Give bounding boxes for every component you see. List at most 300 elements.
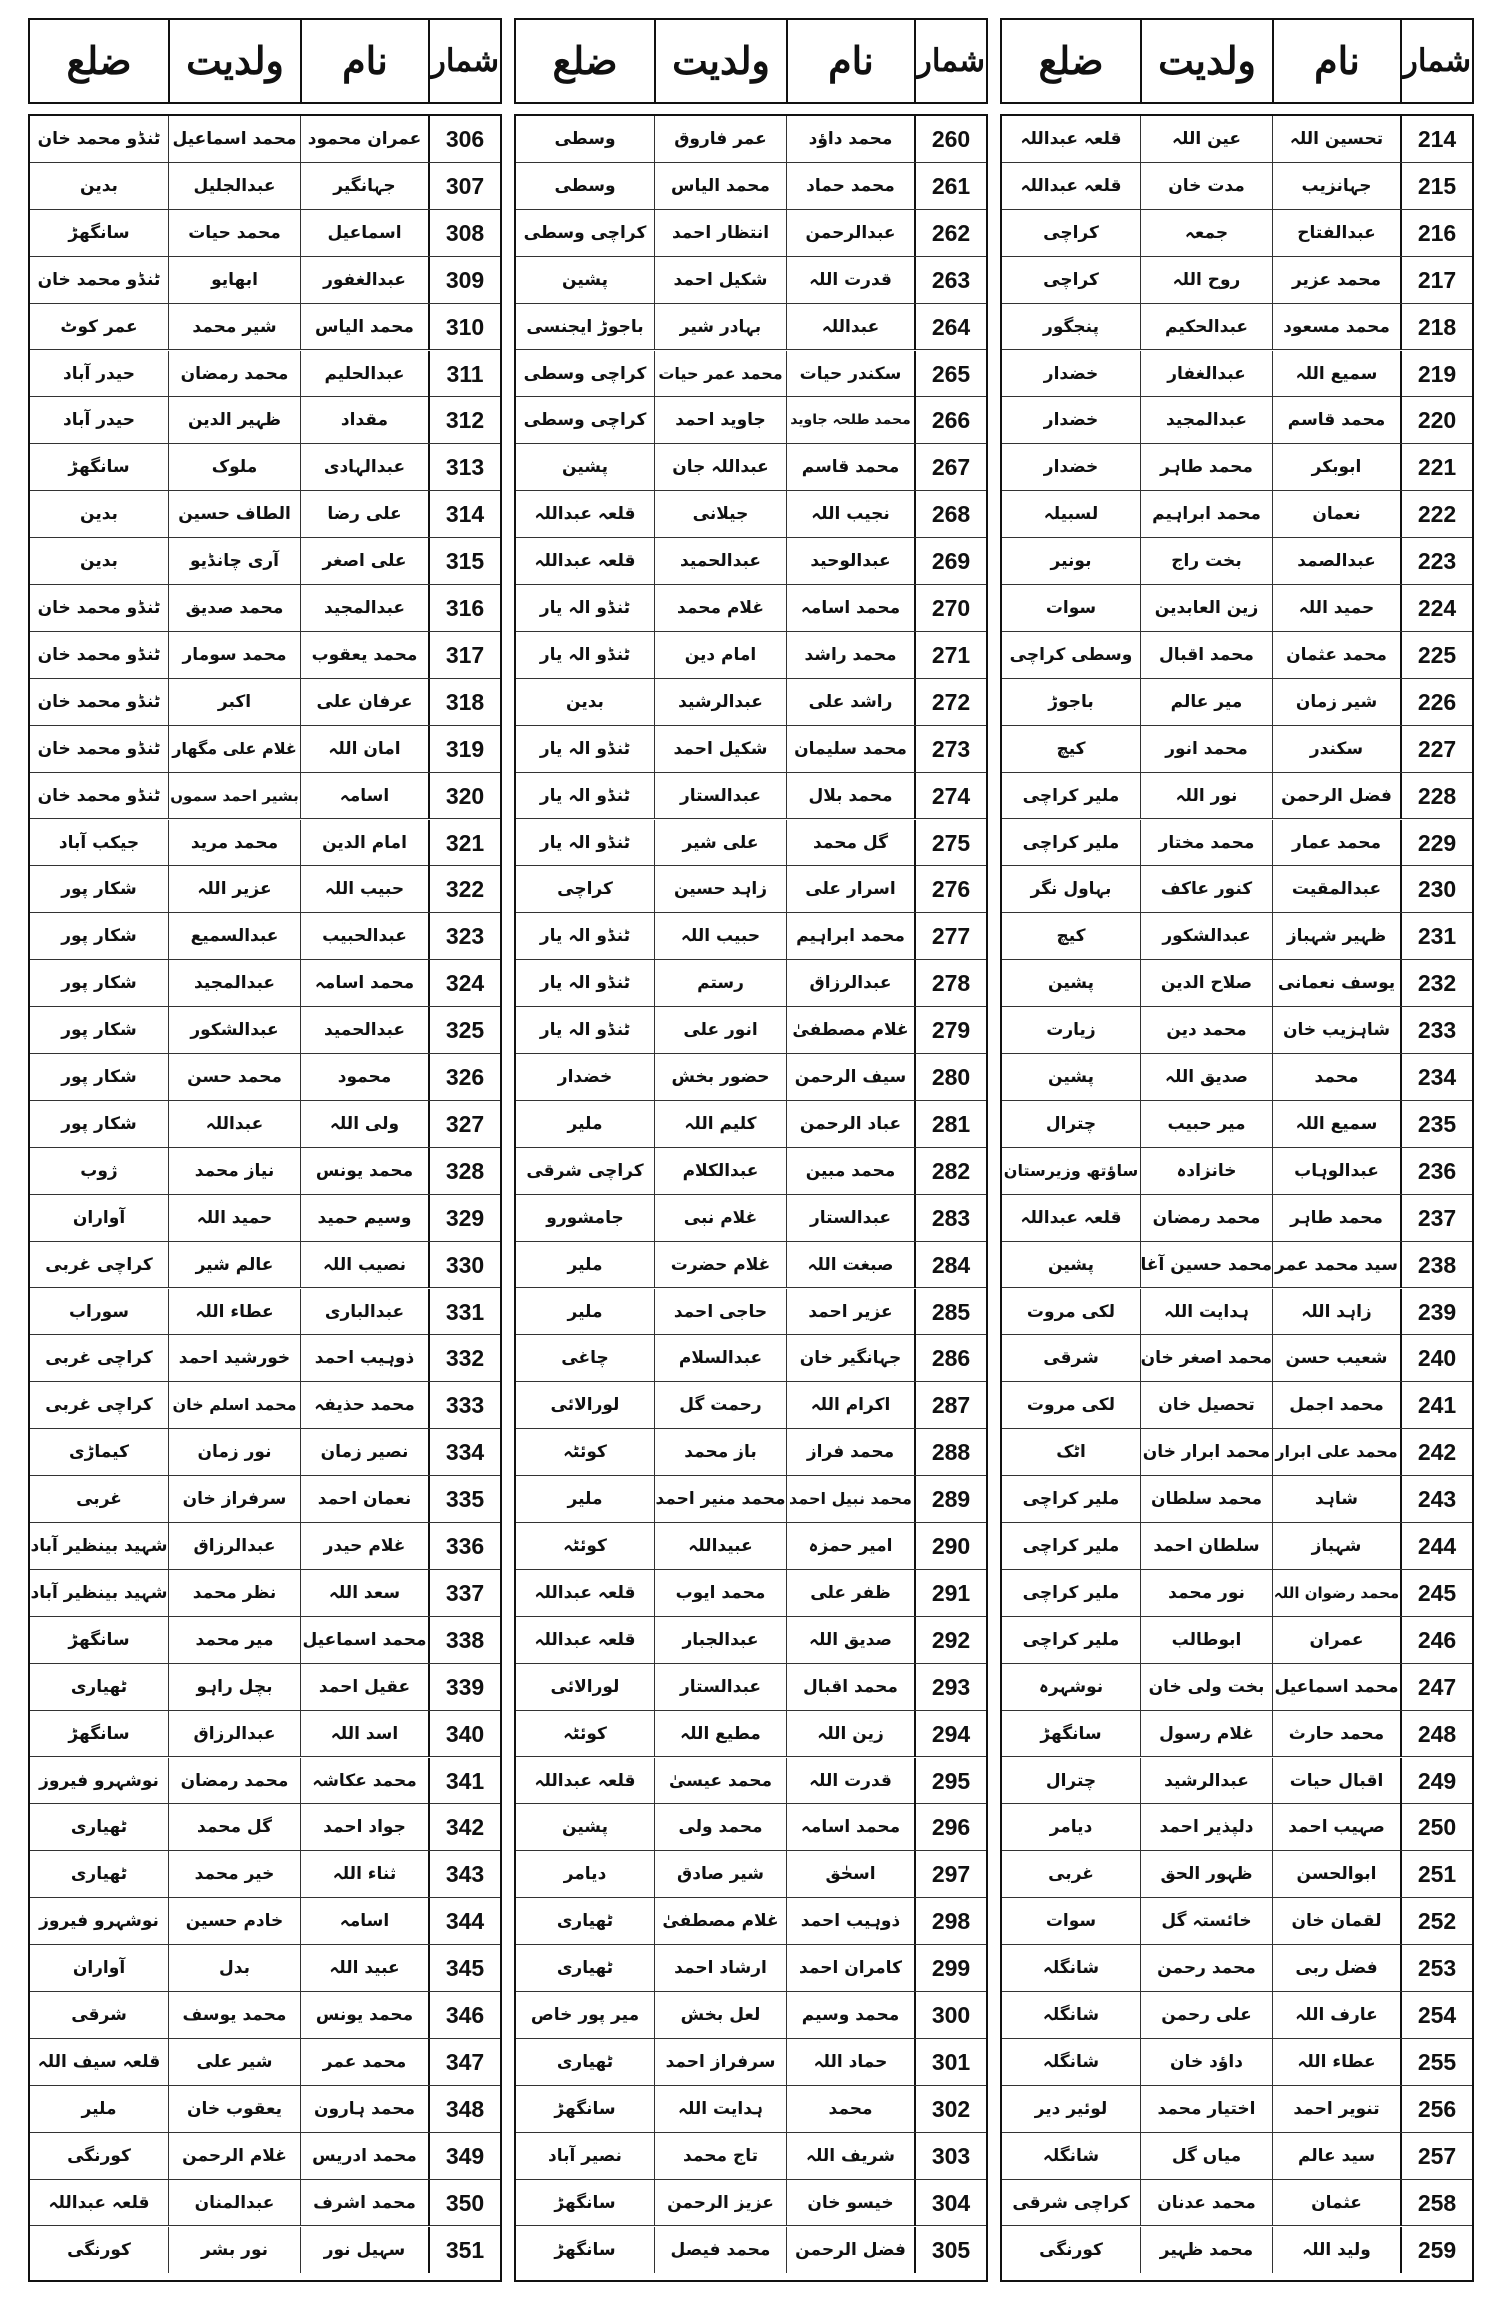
serial-number-cell: 268	[914, 491, 986, 537]
district-cell: ٹنڈو محمد خان	[37, 691, 161, 712]
table-body	[28, 114, 502, 2282]
name-cell: تنویر احمد	[1272, 2086, 1400, 2132]
serial-number-cell: 336	[428, 1523, 500, 1569]
district-cell: بدین	[80, 175, 118, 196]
table-row	[516, 1711, 986, 1758]
table-row	[30, 1476, 500, 1523]
district-cell: ٹھیاری	[556, 1911, 614, 1932]
district-cell: شہید بینظیر آباد	[30, 1536, 168, 1556]
name-cell: عبدالحبیب	[300, 913, 428, 959]
serial-number-cell: 312	[428, 397, 500, 443]
father-name-cell: امام دین	[654, 632, 786, 678]
serial-number-cell: 236	[1400, 1148, 1472, 1194]
table-row	[30, 1523, 500, 1570]
father-name-cell: بخت ولی خان	[1140, 1664, 1272, 1710]
table-row	[516, 1007, 986, 1054]
table-row	[516, 866, 986, 913]
serial-number-cell: 245	[1400, 1570, 1472, 1616]
serial-number-cell: 301	[914, 2039, 986, 2085]
name-cell: فضل ربی	[1272, 1945, 1400, 1991]
serial-number-cell: 264	[914, 304, 986, 350]
father-name-cell: مدت خان	[1140, 163, 1272, 209]
table-row	[516, 351, 986, 398]
father-name-cell: خائستہ گل	[1140, 1898, 1272, 1944]
table-row	[30, 1195, 500, 1242]
district-cell: بدین	[80, 551, 118, 572]
district-cell: قلعہ عبداللہ	[534, 504, 636, 525]
table-row	[516, 2227, 986, 2274]
serial-number-cell: 234	[1400, 1054, 1472, 1100]
district-cell: لسبیلہ	[1043, 504, 1099, 525]
serial-number-cell: 344	[428, 1898, 500, 1944]
table-row	[1002, 866, 1472, 913]
table-row	[1002, 820, 1472, 867]
name-cell: محمد ابراہیم	[786, 913, 914, 959]
serial-number-cell: 214	[1400, 116, 1472, 162]
table-row	[516, 1851, 986, 1898]
district-cell: ملیر	[567, 1301, 603, 1322]
district-cell: حیدر آباد	[62, 363, 136, 384]
father-name-cell: محمد الیاس	[654, 163, 786, 209]
serial-number-cell: 290	[914, 1523, 986, 1569]
table-row	[516, 304, 986, 351]
table-row	[1002, 913, 1472, 960]
district-cell: ژوب	[80, 1160, 118, 1181]
table-row	[30, 1758, 500, 1805]
father-name-cell: محمد حیات	[168, 210, 300, 256]
father-name-cell: رستم	[654, 960, 786, 1006]
table-row	[30, 960, 500, 1007]
father-name-cell: آری چانڈیو	[168, 538, 300, 584]
table-row	[1002, 1195, 1472, 1242]
district-cell: سانگھڑ	[554, 2239, 616, 2260]
father-name-cell: میر محمد	[168, 1617, 300, 1663]
serial-number-cell: 278	[914, 960, 986, 1006]
district-cell: ٹنڈو محمد خان	[37, 598, 161, 618]
district-cell: سانگھڑ	[1040, 1723, 1102, 1744]
father-name-cell: محمد ابرار خان	[1140, 1429, 1272, 1475]
table-row	[30, 538, 500, 585]
name-cell: شہباز	[1272, 1523, 1400, 1569]
table-row	[1002, 585, 1472, 632]
name-cell: محمد اسماعیل	[1272, 1664, 1400, 1710]
table-row	[30, 2086, 500, 2133]
table-row	[1002, 1289, 1472, 1336]
serial-number-cell: 216	[1400, 210, 1472, 256]
serial-number-cell: 226	[1400, 679, 1472, 725]
father-name-cell: انور علی	[654, 1007, 786, 1053]
name-cell: حمید اللہ	[1272, 585, 1400, 631]
table-row	[516, 2086, 986, 2133]
district-cell: خضدار	[1043, 363, 1099, 384]
table-row	[30, 820, 500, 867]
serial-number-cell: 317	[428, 632, 500, 678]
name-cell: ثناء اللہ	[300, 1851, 428, 1897]
name-cell: اسامہ	[300, 773, 428, 819]
father-name-cell: اکبر	[168, 679, 300, 725]
district-cell: ٹنڈو الہ یار	[539, 973, 631, 994]
table-row	[516, 913, 986, 960]
district-cell: ٹنڈو محمد خان	[37, 644, 161, 665]
district-cell: اٹک	[1056, 1442, 1086, 1463]
name-cell: ذوہیب احمد	[300, 1335, 428, 1381]
district-cell: سانگھڑ	[68, 1723, 130, 1744]
father-name-cell: داؤد خان	[1140, 2039, 1272, 2085]
name-cell: صبغت اللہ	[786, 1242, 914, 1288]
table-row	[1002, 2133, 1472, 2180]
serial-number-cell: 322	[428, 866, 500, 912]
name-cell: ظہیر شہباز	[1272, 913, 1400, 959]
table-header	[514, 18, 988, 104]
father-name-cell: عبدالشکور	[168, 1007, 300, 1053]
table-row	[1002, 1148, 1472, 1195]
name-cell: عزیر احمد	[786, 1289, 914, 1335]
serial-number-cell: 321	[428, 820, 500, 866]
table-row	[30, 1711, 500, 1758]
table-row	[30, 866, 500, 913]
father-name-cell: محمد اصغر خان	[1140, 1335, 1272, 1381]
father-name-cell: محمد انور	[1140, 726, 1272, 772]
serial-number-cell: 305	[914, 2227, 986, 2273]
district-cell: ساؤتھ وزیرستان	[1003, 1160, 1139, 1180]
district-cell: زیارت	[1046, 1020, 1096, 1041]
name-cell: محمود	[300, 1054, 428, 1100]
name-cell: قدرت اللہ	[786, 257, 914, 303]
district-cell: ٹنڈو محمد خان	[37, 738, 161, 759]
serial-number-cell: 285	[914, 1289, 986, 1335]
name-cell: اسحٰق	[786, 1851, 914, 1897]
district-cell: چاغی	[561, 1348, 609, 1369]
serial-number-cell: 233	[1400, 1007, 1472, 1053]
table-row	[1002, 2086, 1472, 2133]
table-row	[30, 1054, 500, 1101]
father-name-cell: شیر محمد	[168, 304, 300, 350]
serial-number-cell: 242	[1400, 1429, 1472, 1475]
serial-number-cell: 307	[428, 163, 500, 209]
table-row	[516, 491, 986, 538]
serial-number-cell: 260	[914, 116, 986, 162]
father-name-cell: عزیر اللہ	[168, 866, 300, 912]
name-cell: عبدالباری	[300, 1289, 428, 1335]
father-name-cell: محمد دین	[1140, 1007, 1272, 1053]
father-name-cell: زین العابدین	[1140, 585, 1272, 631]
district-cell: ٹھیاری	[556, 1958, 614, 1979]
name-cell: ولید اللہ	[1272, 2227, 1400, 2273]
father-name-cell: عبدالرشید	[654, 679, 786, 725]
name-cell: خیسو خان	[786, 2180, 914, 2226]
district-cell: میر پور خاص	[530, 2005, 640, 2025]
name-cell: شعیب حسن	[1272, 1335, 1400, 1381]
district-cell: شکار پور	[61, 1113, 137, 1134]
table-row	[516, 1289, 986, 1336]
table-row	[516, 257, 986, 304]
name-cell: محمد حماد	[786, 163, 914, 209]
father-name-cell: کلیم اللہ	[654, 1101, 786, 1147]
district-cell: شرقی	[71, 2005, 127, 2025]
name-cell: نجیب اللہ	[786, 491, 914, 537]
serial-number-cell: 331	[428, 1289, 500, 1335]
name-cell: محمد نبیل احمد	[786, 1476, 914, 1522]
name-cell: شاہزیب خان	[1272, 1007, 1400, 1053]
district-cell: کیچ	[1056, 738, 1086, 759]
name-cell: محمد قاسم	[786, 444, 914, 490]
father-name-cell: نور اللہ	[1140, 773, 1272, 819]
table-row	[30, 1007, 500, 1054]
father-name-cell: ارشاد احمد	[654, 1945, 786, 1991]
name-cell: محمد فراز	[786, 1429, 914, 1475]
name-cell: جہانگیر خان	[786, 1335, 914, 1381]
table-row	[516, 1335, 986, 1382]
father-name-cell: محمد رمضان	[168, 1758, 300, 1804]
district-cell: شانگلہ	[1042, 2005, 1100, 2025]
name-cell: عرفان علی	[300, 679, 428, 725]
name-cell: صہیب احمد	[1272, 1804, 1400, 1850]
serial-number-cell: 316	[428, 585, 500, 631]
district-cell: کورنگی	[67, 2145, 131, 2166]
name-cell: سکندر حیات	[786, 351, 914, 397]
district-cell: سانگھڑ	[554, 2192, 616, 2213]
serial-number-cell: 252	[1400, 1898, 1472, 1944]
table-row	[30, 679, 500, 726]
district-cell: قلعہ عبداللہ	[534, 1582, 636, 1603]
name-cell: غلام حیدر	[300, 1523, 428, 1569]
district-cell: شکار پور	[61, 1067, 137, 1087]
district-cell: قلعہ سیف اللہ	[37, 2051, 161, 2072]
serial-number-cell: 262	[914, 210, 986, 256]
table-row	[1002, 1382, 1472, 1429]
father-name-cell: ملوک	[168, 444, 300, 490]
father-name-cell: خورشید احمد	[168, 1335, 300, 1381]
father-name-cell: لعل بخش	[654, 1992, 786, 2038]
name-cell: شیر زمان	[1272, 679, 1400, 725]
district-cell: نوشہرو فیروز	[39, 1911, 159, 1932]
district-cell: بہاول نگر	[1030, 879, 1112, 900]
district-cell: جیکب آباد	[58, 832, 140, 853]
table-row	[1002, 1523, 1472, 1570]
name-cell: محمد عمر	[300, 2039, 428, 2085]
father-name-cell: غلام محمد	[654, 585, 786, 631]
table-row	[1002, 1992, 1472, 2039]
serial-number-cell: 246	[1400, 1617, 1472, 1663]
name-cell: عطاء اللہ	[1272, 2039, 1400, 2085]
serial-number-cell: 346	[428, 1992, 500, 2038]
name-cell: قدرت اللہ	[786, 1758, 914, 1804]
district-cell: ملیر کراچی	[1022, 832, 1120, 853]
district-cell: نصیر آباد	[548, 2145, 622, 2166]
serial-number-cell: 313	[428, 444, 500, 490]
father-name-cell: غلام علی مگھار	[168, 726, 300, 772]
district-cell: قلعہ عبداللہ	[1020, 175, 1122, 196]
table-row	[1002, 960, 1472, 1007]
serial-number-cell: 345	[428, 1945, 500, 1991]
name-cell: عبدالوہاب	[1272, 1148, 1400, 1194]
table-row	[1002, 163, 1472, 210]
table-row	[1002, 1007, 1472, 1054]
serial-number-cell: 276	[914, 866, 986, 912]
serial-number-cell: 220	[1400, 397, 1472, 443]
serial-number-cell: 320	[428, 773, 500, 819]
serial-number-cell: 306	[428, 116, 500, 162]
serial-number-cell: 332	[428, 1335, 500, 1381]
name-cell: سمیع اللہ	[1272, 1101, 1400, 1147]
name-cell: محمد حارث	[1272, 1711, 1400, 1757]
district-cell: ملیر	[567, 1489, 603, 1510]
father-name-cell: عین اللہ	[1140, 116, 1272, 162]
district-cell: لورالائی	[550, 1395, 620, 1416]
table-row	[30, 210, 500, 257]
table-row	[516, 773, 986, 820]
serial-number-cell: 315	[428, 538, 500, 584]
district-cell: جامشورو	[546, 1207, 624, 1228]
table-header	[28, 18, 502, 104]
father-name-cell: عبدالرزاق	[168, 1711, 300, 1757]
district-cell: خضدار	[557, 1067, 613, 1087]
serial-number-cell: 240	[1400, 1335, 1472, 1381]
serial-number-cell: 349	[428, 2133, 500, 2179]
father-name-cell: غلام مصطفیٰ	[654, 1898, 786, 1944]
district-cell: ملیر کراچی	[1022, 1489, 1120, 1510]
district-cell: کورنگی	[1039, 2239, 1103, 2260]
name-cell: عبدالصمد	[1272, 538, 1400, 584]
table-row	[30, 257, 500, 304]
district-cell: دیامر	[1049, 1817, 1093, 1838]
father-name-cell: محمد مختار	[1140, 820, 1272, 866]
father-name-cell: شکیل احمد	[654, 257, 786, 303]
table-row	[30, 351, 500, 398]
name-cell: نعمان	[1272, 491, 1400, 537]
district-cell: نوشہرو فیروز	[39, 1770, 159, 1791]
serial-number-cell: 238	[1400, 1242, 1472, 1288]
table-row	[30, 1382, 500, 1429]
table-row	[516, 1476, 986, 1523]
table-row	[516, 2180, 986, 2227]
name-cell: سید عالم	[1272, 2133, 1400, 2179]
serial-number-cell: 235	[1400, 1101, 1472, 1147]
name-cell: محمد راشد	[786, 632, 914, 678]
header-father: ولدیت	[168, 20, 300, 102]
father-name-cell: عبدالمجید	[168, 960, 300, 1006]
district-cell: عمر کوٹ	[60, 316, 138, 337]
header-district: ضلع	[66, 38, 132, 83]
name-cell: اسرار علی	[786, 866, 914, 912]
serial-number-cell: 280	[914, 1054, 986, 1100]
serial-number-cell: 263	[914, 257, 986, 303]
serial-number-cell: 254	[1400, 1992, 1472, 2038]
name-cell: ابوالحسن	[1272, 1851, 1400, 1897]
name-cell: محمد اسامہ	[300, 960, 428, 1006]
table-row	[1002, 1664, 1472, 1711]
father-name-cell: سلطان احمد	[1140, 1523, 1272, 1569]
serial-number-cell: 303	[914, 2133, 986, 2179]
father-name-cell: اختیار محمد	[1140, 2086, 1272, 2132]
serial-number-cell: 281	[914, 1101, 986, 1147]
table-row	[1002, 351, 1472, 398]
serial-number-cell: 333	[428, 1382, 500, 1428]
father-name-cell: شیر صادق	[654, 1851, 786, 1897]
district-cell: ملیر کراچی	[1022, 785, 1120, 806]
serial-number-cell: 334	[428, 1429, 500, 1475]
serial-number-cell: 302	[914, 2086, 986, 2132]
district-cell: ملیر کراچی	[1022, 1536, 1120, 1556]
serial-number-cell: 232	[1400, 960, 1472, 1006]
name-cell: عارف اللہ	[1272, 1992, 1400, 2038]
name-cell: جواد احمد	[300, 1804, 428, 1850]
district-cell: قلعہ عبداللہ	[1020, 1207, 1122, 1228]
serial-number-cell: 348	[428, 2086, 500, 2132]
name-cell: محمد عثمان	[1272, 632, 1400, 678]
table-row	[1002, 679, 1472, 726]
district-cell: ٹنڈو الہ یار	[539, 1020, 631, 1041]
serial-number-cell: 309	[428, 257, 500, 303]
name-cell: محمد داؤد	[786, 116, 914, 162]
name-cell: محمد عزیر	[1272, 257, 1400, 303]
district-cell: ملیر کراچی	[1022, 1582, 1120, 1603]
father-name-cell: عبدالکلام	[654, 1148, 786, 1194]
serial-number-cell: 283	[914, 1195, 986, 1241]
father-name-cell: غلام رسول	[1140, 1711, 1272, 1757]
district-cell: لکی مروت	[1026, 1301, 1116, 1322]
district-cell: کراچی	[557, 879, 613, 900]
table-row	[516, 1523, 986, 1570]
table-row	[516, 538, 986, 585]
serial-number-cell: 297	[914, 1851, 986, 1897]
father-name-cell: عبدالمنان	[168, 2180, 300, 2226]
serial-number-cell: 272	[914, 679, 986, 725]
father-name-cell: الطاف حسین	[168, 491, 300, 537]
name-cell: محمد علی ابرار	[1272, 1429, 1400, 1475]
table-row	[30, 116, 500, 163]
father-name-cell: محمد صدیق	[168, 585, 300, 631]
serial-number-cell: 339	[428, 1664, 500, 1710]
name-cell: سکندر	[1272, 726, 1400, 772]
table-row	[1002, 1054, 1472, 1101]
serial-number-cell: 293	[914, 1664, 986, 1710]
father-name-cell: عبدالسلام	[654, 1335, 786, 1381]
father-name-cell: حبیب اللہ	[654, 913, 786, 959]
name-cell: زاہد اللہ	[1272, 1289, 1400, 1335]
name-cell: عبداللہ	[786, 304, 914, 350]
serial-number-cell: 256	[1400, 2086, 1472, 2132]
father-name-cell: دلپذیر احمد	[1140, 1804, 1272, 1850]
district-cell: ملیر کراچی	[1022, 1629, 1120, 1650]
table-row	[1002, 1945, 1472, 1992]
district-cell: باجوڑ ایجنسی	[526, 316, 644, 337]
district-cell: ٹنڈو محمد خان	[37, 129, 161, 149]
table-row	[30, 1851, 500, 1898]
serial-number-cell: 330	[428, 1242, 500, 1288]
table-row	[1002, 257, 1472, 304]
district-cell: شانگلہ	[1042, 1958, 1100, 1979]
serial-number-cell: 294	[914, 1711, 986, 1757]
name-cell: سعد اللہ	[300, 1570, 428, 1616]
district-cell: پشین	[1048, 1067, 1094, 1087]
serial-number-cell: 244	[1400, 1523, 1472, 1569]
name-cell: محمد حذیفہ	[300, 1382, 428, 1428]
father-name-cell: بدل	[168, 1945, 300, 1991]
name-cell: عقیل احمد	[300, 1664, 428, 1710]
table-row	[516, 679, 986, 726]
serial-number-cell: 249	[1400, 1758, 1472, 1804]
name-cell: جہانگیر	[300, 163, 428, 209]
table-header	[1000, 18, 1474, 104]
table-row	[30, 913, 500, 960]
name-cell: محمد سلیمان	[786, 726, 914, 772]
district-cell: دیامر	[563, 1864, 607, 1885]
father-name-cell: محمد سومار	[168, 632, 300, 678]
name-cell: علی اصغر	[300, 538, 428, 584]
father-name-cell: نور محمد	[1140, 1570, 1272, 1616]
table-row	[516, 116, 986, 163]
